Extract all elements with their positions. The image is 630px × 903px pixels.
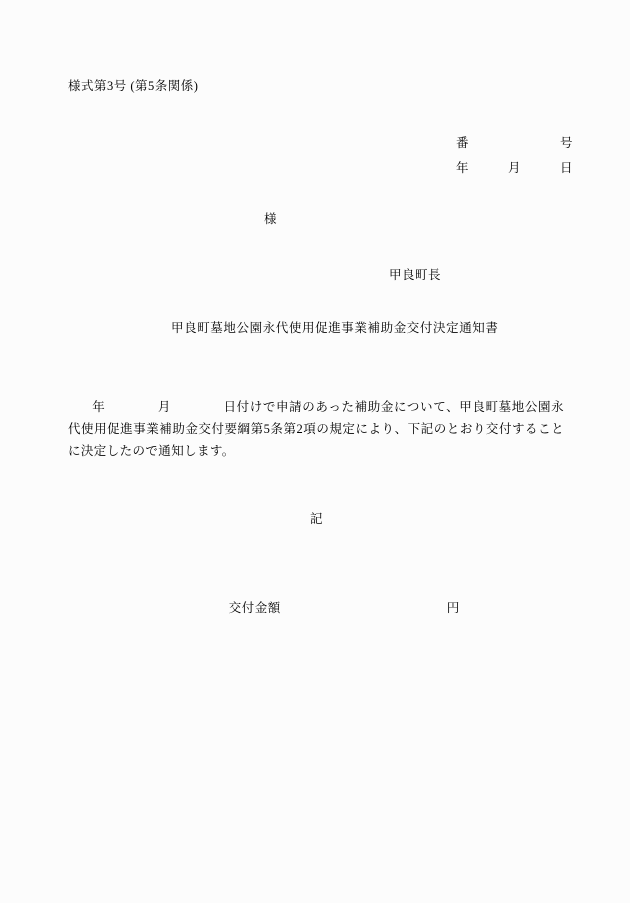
- issuer-name: 甲良町長: [389, 268, 442, 282]
- ki-heading: 記: [310, 512, 324, 526]
- amount-label: 交付金額: [228, 601, 281, 615]
- document-title: 甲良町墓地公園永代使用促進事業補助金交付決定通知書: [171, 321, 499, 335]
- document-date-line: 年 月 日: [456, 161, 574, 175]
- addressee-label: 様: [264, 212, 278, 226]
- document-number-line: 番 号: [456, 136, 574, 150]
- form-number: 様式第3号 (第5条関係): [68, 79, 199, 93]
- body-text: [68, 396, 564, 462]
- body-line-1: 年 月 日付けで申請のあった補助金について、甲良町墓地公園永代使用促進事: [68, 400, 564, 436]
- body-line-2: 業補助金交付要綱第5条第2項の規定により、下記のとおり交付することに決定したので通: [68, 422, 565, 458]
- amount-unit: 円: [446, 601, 460, 615]
- amount-row: [207, 583, 460, 631]
- body-line-3: 知します。: [171, 444, 235, 458]
